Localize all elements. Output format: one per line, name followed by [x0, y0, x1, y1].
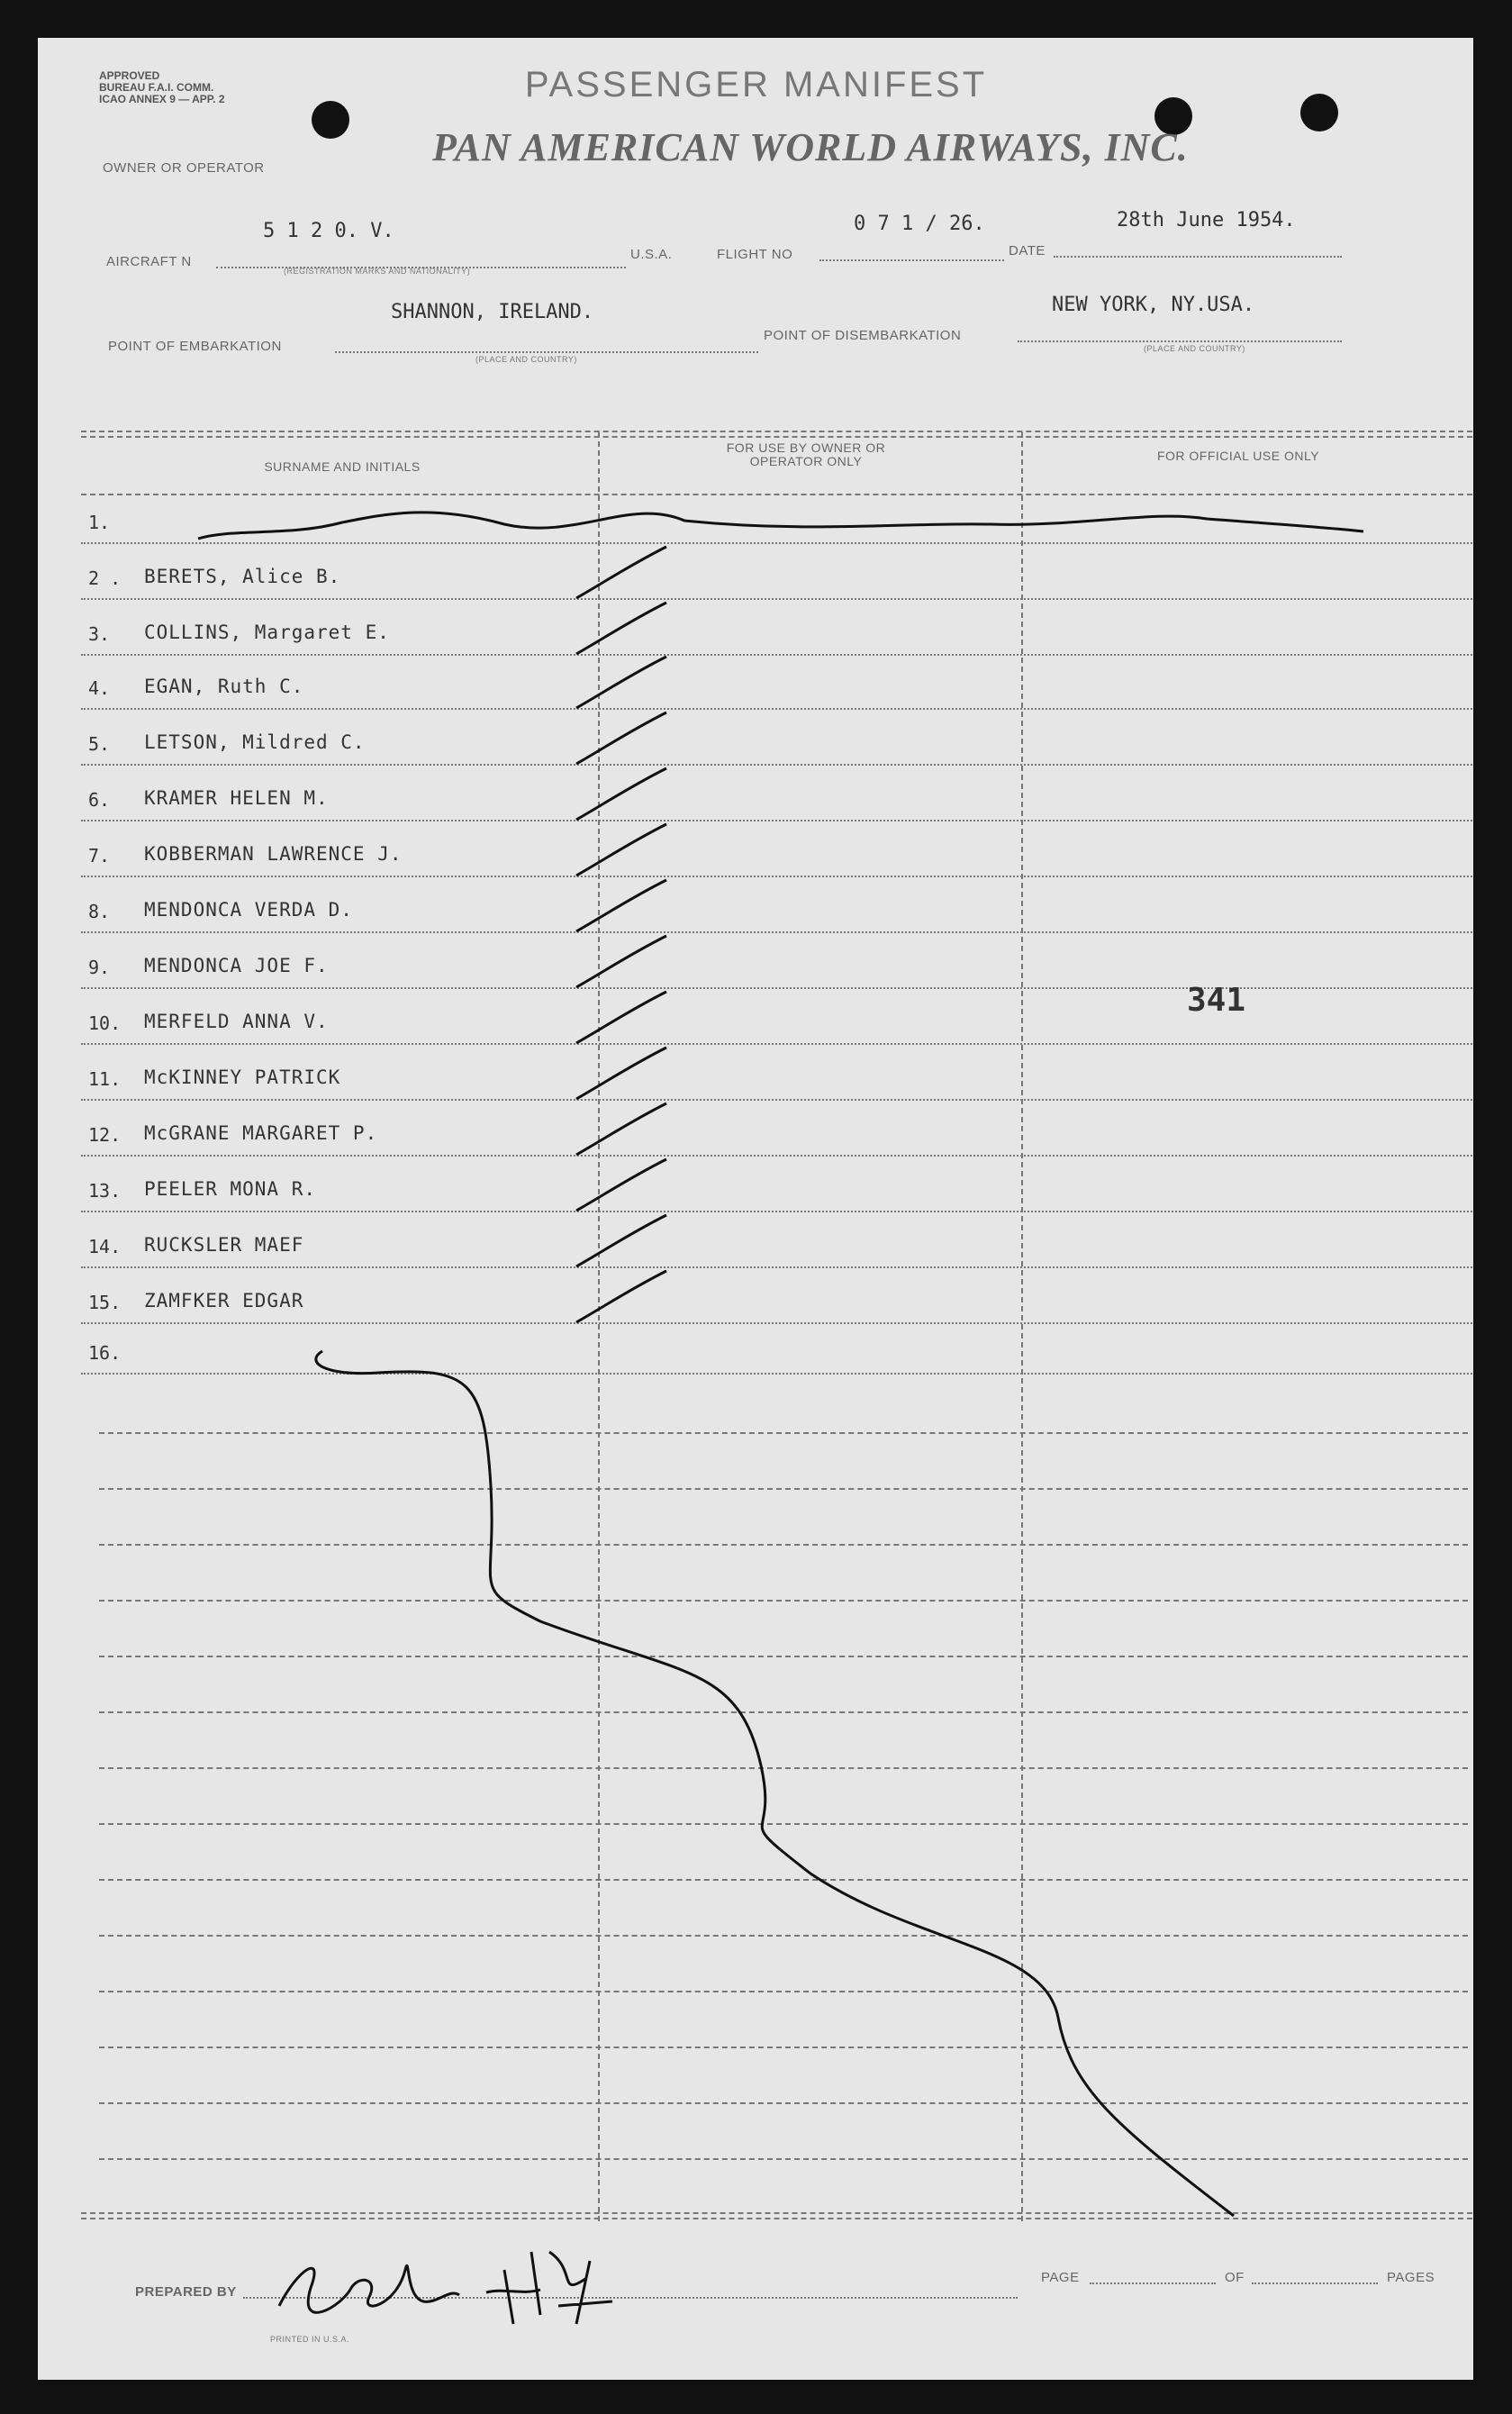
check-mark — [576, 768, 666, 820]
check-mark — [576, 880, 666, 931]
disembarkation-label: POINT OF DISEMBARKATION — [764, 328, 962, 343]
passenger-name: MENDONCA JOE F. — [144, 955, 329, 976]
signature — [279, 2252, 612, 2324]
row-number: 4. — [88, 677, 111, 699]
form-title: PASSENGER MANIFEST — [524, 65, 988, 104]
aircraft-value: 5 1 2 0. V. — [263, 220, 394, 242]
passenger-name: PEELER MONA R. — [144, 1178, 317, 1200]
column-head-owner: FOR USE BY OWNER OR OPERATOR ONLY — [726, 440, 886, 468]
embarkation-label: POINT OF EMBARKATION — [108, 339, 282, 354]
row-number: 11. — [88, 1068, 122, 1090]
prepared-by-label: PREPARED BY — [135, 2284, 237, 2300]
row-number: 6. — [88, 789, 111, 811]
pages-label: PAGES — [1387, 2270, 1435, 2285]
passenger-name: RUCKSLER MAEF — [144, 1234, 304, 1256]
row-number: 15. — [88, 1292, 122, 1313]
check-mark — [576, 992, 666, 1043]
check-mark — [576, 657, 666, 708]
passenger-name: KOBBERMAN LAWRENCE J. — [144, 843, 403, 865]
printer-mark: PRINTED IN U.S.A. — [270, 2335, 350, 2344]
aircraft-label: AIRCRAFT N — [106, 254, 192, 269]
row-number: 16. — [88, 1342, 122, 1364]
owner-label: OWNER OR OPERATOR — [103, 160, 265, 176]
check-mark — [576, 1048, 666, 1099]
owner-value: PAN AMERICAN WORLD AIRWAYS, INC. — [432, 125, 1189, 169]
passenger-name: KRAMER HELEN M. — [144, 787, 329, 809]
check-mark — [576, 824, 666, 876]
check-mark — [576, 1215, 666, 1266]
approval-line: APPROVED — [99, 69, 160, 82]
passenger-name: MERFELD ANNA V. — [144, 1011, 329, 1032]
flight-label: FLIGHT NO — [717, 247, 793, 262]
passenger-name: McKINNEY PATRICK — [144, 1066, 341, 1088]
page-label: PAGE — [1041, 2270, 1080, 2285]
check-marks — [576, 547, 666, 1322]
date-value: 28th June 1954. — [1117, 209, 1296, 231]
row-number: 1. — [88, 512, 111, 533]
row-number: 12. — [88, 1124, 122, 1146]
row-number: 5. — [88, 733, 111, 755]
flight-value: 0 7 1 / 26. — [854, 213, 985, 235]
passenger-name: COLLINS, Margaret E. — [144, 622, 390, 643]
embarkation-value: SHANNON, IRELAND. — [391, 301, 594, 323]
row1-void-line — [198, 513, 1363, 539]
of-label: OF — [1225, 2270, 1245, 2285]
column-head-official: FOR OFFICIAL USE ONLY — [1156, 449, 1320, 463]
void-squiggle — [316, 1351, 1234, 2216]
row-number: 9. — [88, 957, 111, 978]
row-number: 13. — [88, 1180, 122, 1202]
date-label: DATE — [1009, 243, 1046, 259]
check-mark — [576, 1103, 666, 1155]
approval-line: ICAO ANNEX 9 — APP. 2 — [99, 93, 225, 105]
row-number: 10. — [88, 1012, 122, 1034]
check-mark — [576, 547, 666, 598]
passenger-name: LETSON, Mildred C. — [144, 731, 366, 753]
check-mark — [576, 712, 666, 764]
embarkation-sub: (PLACE AND COUNTRY) — [475, 355, 577, 364]
passenger-name: EGAN, Ruth C. — [144, 676, 304, 697]
approval-line: BUREAU F.A.I. COMM. — [99, 81, 214, 94]
disembarkation-value: NEW YORK, NY.USA. — [1052, 294, 1255, 316]
check-mark — [576, 1271, 666, 1322]
row-number: 3. — [88, 623, 111, 645]
check-mark — [576, 936, 666, 987]
row-number: 2 . — [88, 567, 122, 589]
usa-label: U.S.A. — [630, 247, 673, 262]
passenger-name: ZAMFKER EDGAR — [144, 1290, 304, 1311]
passenger-name: McGRANE MARGARET P. — [144, 1122, 378, 1144]
row-number: 14. — [88, 1236, 122, 1257]
official-number: 341 — [1187, 982, 1246, 1019]
passenger-name: MENDONCA VERDA D. — [144, 899, 353, 921]
check-mark — [576, 603, 666, 654]
column-head-surname: SURNAME AND INITIALS — [264, 459, 421, 474]
row-number: 7. — [88, 845, 111, 867]
disembarkation-sub: (PLACE AND COUNTRY) — [1144, 344, 1245, 353]
aircraft-sub: (REGISTRATION MARKS AND NATIONALITY) — [284, 267, 471, 276]
passenger-name: BERETS, Alice B. — [144, 566, 341, 587]
check-mark — [576, 1159, 666, 1211]
row-number: 8. — [88, 901, 111, 922]
